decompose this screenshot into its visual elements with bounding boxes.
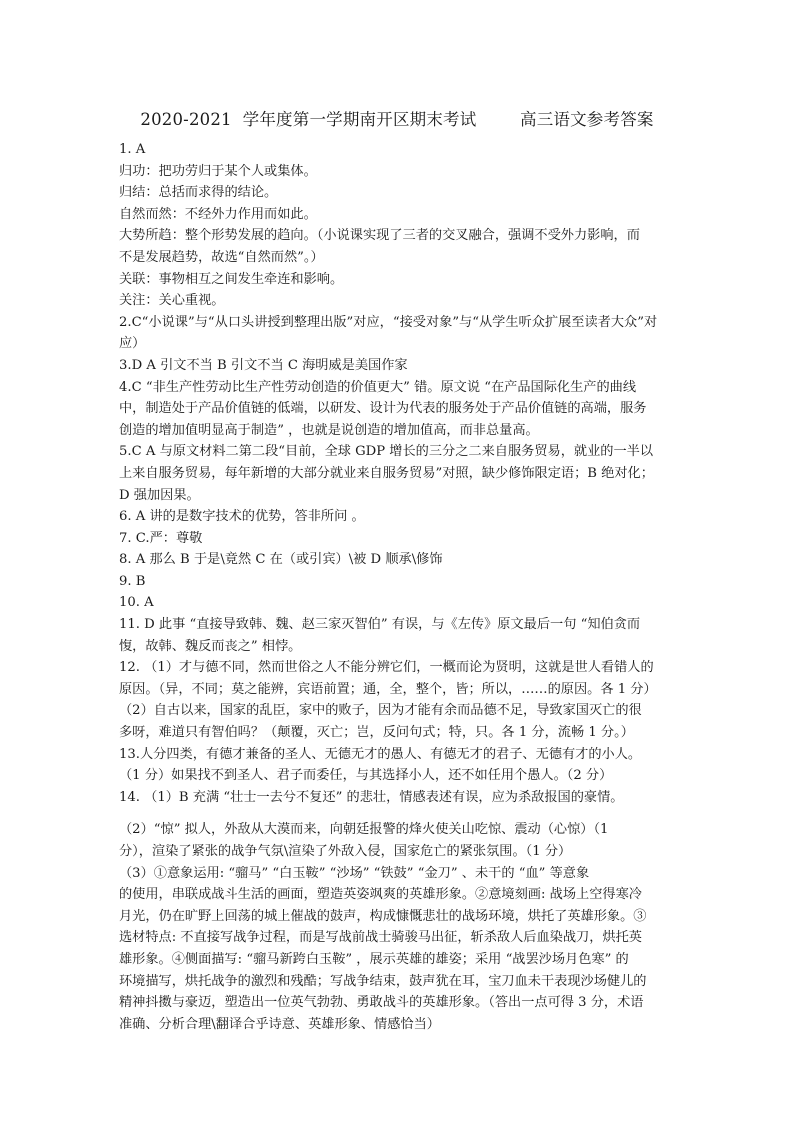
- answer-line: 4.C “非生产性劳动比生产性劳动创造的价值更大” 错。原文说 “在产品国际化生产的曲线: [119, 379, 637, 395]
- answer-line: 大势所趋：整个形势发展的趋向。（小说课实现了三者的交叉融合，强调不受外力影响，而: [119, 228, 640, 244]
- answer-line: 12. （1）才与德不同，然而世俗之人不能分辨它们，一概而论为贤明，这就是世人看错人的: [119, 660, 654, 676]
- answer-line: 7. C.严：尊敬: [119, 530, 203, 546]
- answer-line: 分），渲染了紧张的战争气氛\渲染了外敌入侵，国家危亡的紧张氛围。（1 分）: [119, 844, 572, 859]
- answer-line: 的使用，串联成战斗生活的画面，塑造英姿飒爽的英雄形象。②意境刻画: 战场上空得寒冷: [119, 887, 642, 903]
- answer-line: 愎，故韩、魏反而丧之” 相悖。: [119, 638, 302, 654]
- answer-line: 归功：把功劳归于某个人或集体。: [119, 163, 317, 179]
- answer-line: 14. （1）B 充满 “壮士一去兮不复还” 的悲壮，情感表述有误，应为杀敌报国的豪情。: [119, 789, 624, 805]
- answer-line: 8. A 那么 B 于是\竟然 C 在（或引宾）\被 D 顺承\修饰: [119, 552, 443, 568]
- answer-line: 自然而然：不经外力作用而如此。: [119, 206, 317, 222]
- answer-line: 5.C A 与原文材料二第二段“目前，全球 GDP 增长的三分之二来自服务贸易，就业的一半以: [119, 444, 654, 460]
- answer-line: 创造的增加值明显高于制造” ，也就是说创造的增加值高，而非总量高。: [119, 422, 539, 438]
- answer-line: 关注：关心重视。: [119, 293, 225, 309]
- answer-line: （3）①意象运用: “骝马” “白玉鞍” “沙场” “铁鼓” “金刀” 、未干的 “血” 等意象: [119, 865, 590, 881]
- answer-line: （2）“惊” 拟人，外敌从大漠而来，向朝廷报警的烽火使关山吃惊、震动（心惊）（1: [119, 822, 609, 838]
- answer-line: D 强加因果。: [119, 487, 200, 503]
- answer-line: 精神抖擞与豪迈，塑造出一位英气勃勃、勇敢战斗的英雄形象。（答出一点可得 3 分，术语: [119, 995, 644, 1011]
- answer-line: 不是发展趋势，故选“自然而然”。）: [119, 249, 324, 265]
- answer-line: 3.D A 引文不当 B 引文不当 C 海明威是美国作家: [119, 357, 408, 373]
- answer-line: 应）: [119, 336, 146, 352]
- answer-line: 2.C“小说课”与“从口头讲授到整理出版”对应，“接受对象”与“从学生听众扩展至读者大众”对: [119, 314, 658, 330]
- answer-line: 环境描写，烘托战争的激烈和残酷；写战争结束，鼓声犹在耳，宝刀血未干表现沙场健儿的: [119, 973, 647, 989]
- answer-line: 原因。（异，不同；莫之能辨，宾语前置；通，全，整个，皆；所以，……的原因。各 1 分）: [119, 681, 657, 697]
- answer-line: 9. B: [119, 573, 146, 589]
- answer-line: 关联：事物相互之间发生牵连和影响。: [119, 271, 344, 287]
- answer-line: （2）自古以来，国家的乱臣，家中的败子，因为才能有余而品德不足，导致家国灭亡的很: [119, 703, 642, 719]
- document-title: 2020-2021 学年度第一学期南开区期末考试 高三语文参考答案: [140, 110, 654, 129]
- answer-line: 1. A: [119, 142, 146, 157]
- answer-line: 中，制造处于产品价值链的低端，以研发、设计为代表的服务处于产品价值链的高端，服务: [119, 401, 647, 417]
- answer-line: 归结：总括而求得的结论。: [119, 185, 278, 201]
- answer-line: 上来自服务贸易，每年新增的大部分就业来自服务贸易”对照，缺少修饰限定语；B 绝对化；: [119, 465, 654, 481]
- answer-line: 6. A 讲的是数字技术的优势，答非所问 。: [119, 509, 365, 525]
- answer-line: （1 分）如果找不到圣人、君子而委任，与其选择小人，还不如任用个愚人。（2 分）: [119, 768, 613, 784]
- answer-line: 选材特点: 不直接写战争过程，而是写战前战士骑骏马出征，斩杀敌人后血染战刀，烘托英: [119, 930, 642, 946]
- answer-line: 13.人分四类，有德才兼备的圣人、无德无才的愚人、有德无才的君子、无德有才的小人。: [119, 746, 642, 762]
- answer-line: 10. A: [119, 595, 154, 611]
- paragraph-gap: [119, 808, 679, 819]
- answer-content: [119, 139, 679, 1035]
- answer-line: 准确、分析合理\翻译合乎诗意、英雄形象、情感恰当）: [119, 1016, 440, 1032]
- answer-line: 月光，仍在旷野上回荡的城上催战的鼓声，构成慷慨悲壮的战场环境，烘托了英雄形象。③: [119, 908, 647, 924]
- answer-line: 11. D 此事 “直接导致韩、魏、赵三家灭智伯” 有误，与《左传》原文最后一句 “知伯贪而: [119, 617, 641, 633]
- answer-line: 雄形象。④侧面描写: “骝马新跨白玉鞍” ，展示英雄的雄姿；采用 “战罢沙场月色寒” 的: [119, 951, 629, 967]
- answer-line: 多呀，难道只有智伯吗？（颠覆，灭亡；岂，反问句式；特，只。各 1 分，流畅 1 分。）: [119, 725, 634, 741]
